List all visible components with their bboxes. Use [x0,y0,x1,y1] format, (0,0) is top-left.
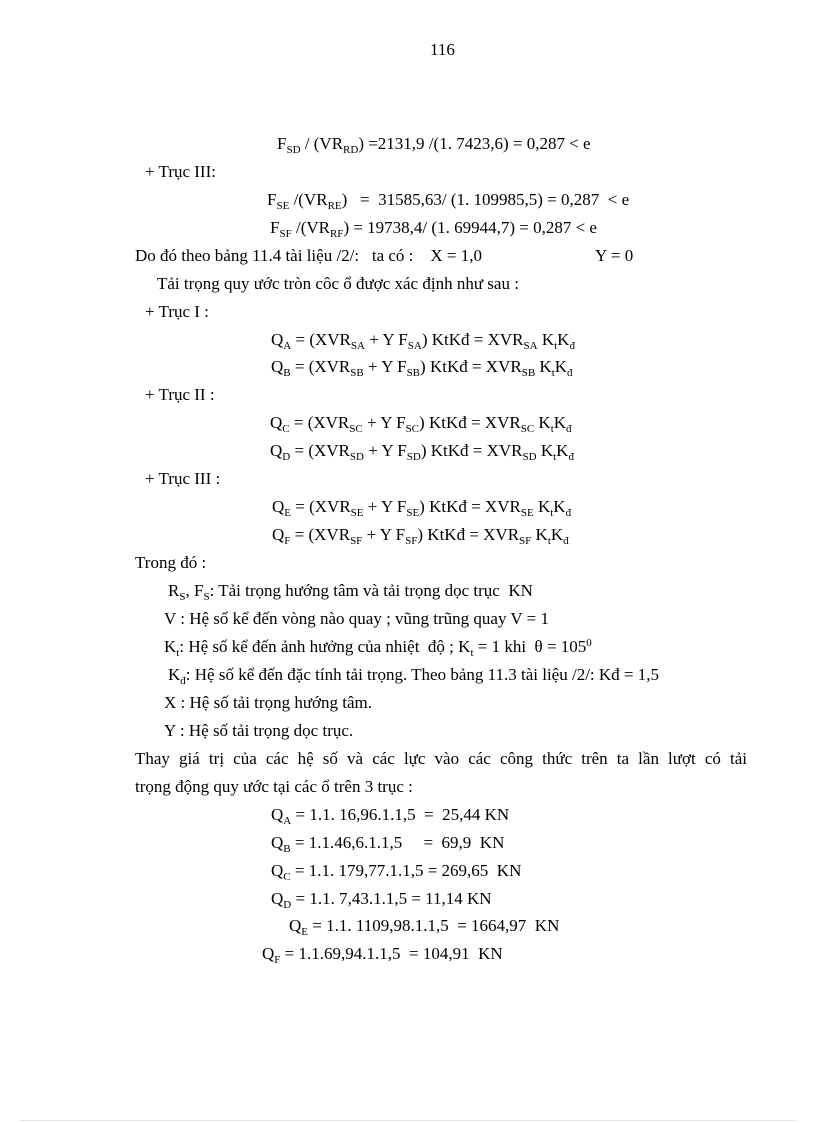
heading-truc-ii: + Trục II : [145,385,215,404]
result-qf: $Q_F = 1.1.69,94.1.1,5 = 104,91$ KN [262,944,503,966]
text-do-do: Do đó theo bảng 11.4 tài liệu /2/: ta có : X = 1,0 [135,246,483,265]
definition-kd: $K_đ$: Hệ số kể đến đặc tính tải trọng. Theo bảng 11.3 tài liệu /2/: Kđ = 1,5 [168,665,660,687]
paragraph-thay-line1: Thay giá trị của các hệ số và các lực vào các công thức trên ta lần lượt có tải [135,749,747,768]
formula-qa: $Q_A = (XVR_{SA} + Y$ $F_{SA}$) KtKđ = $XVR_{SA}$ $K_tK_đ$ [271,330,575,352]
formula-qd: $Q_D = (XVR_{SD} + Y$ $F_{SD}$) KtKđ = $XVR_{SD}$ $K_tK_đ$ [270,441,574,463]
heading-truc-iii-2: + Trục III : [145,469,221,488]
result-qd: $Q_D = 1.1$. 7,43.1.1,5 = 11,14 KN [271,889,492,911]
text-tai-trong: Tải trọng quy ước tròn côc ổ được xác định như sau : [157,274,519,293]
heading-trong-do: Trong đó : [135,553,207,572]
result-qb: $Q_B = 1.1.46,6.1.1,5$ = 69,9 KN [271,833,505,855]
definition-v: V : Hệ số kể đến vòng nào quay ; vũng trũng quay V = 1 [164,609,549,628]
result-qa: $Q_A = 1.1$. 16,96.1.1,5 = 25,44 KN [271,805,510,827]
definition-x: X : Hệ số tải trọng hướng tâm. [164,693,373,712]
formula-fse: $F_{SE}$ $/(VR_{RE}) = 31585,63/$ (1. 109985,5) = 0,287 < e [267,190,630,212]
heading-truc-iii: + Trục III: [145,162,216,181]
definition-y: Y : Hệ số tải trọng dọc trục. [164,721,354,740]
heading-truc-i: + Trục I : [145,302,209,321]
formula-qf: $Q_F = (XVR_{SF} + Y$ $F_{SF}$) KtKđ = $XVR_{SF}$ $K_tK_đ$ [272,525,569,547]
formula-fsf: $F_{SF}$ $/(VR_{RF}) = 19738,4/$ (1. 69944,7) = 0,287 < e [270,218,597,240]
page-number: 116 [430,40,455,59]
page-bottom-rule [20,1120,796,1121]
formula-fsd: $F_{SD} / (VR_{RD}) =2131,9$ /(1. 7423,6) = 0,287 < e [277,134,591,156]
definition-kt: $K_t$: Hệ số kể đến ảnh hưởng của nhiệt độ ; $K_t = 1$ khi $\theta = 105^0$ [164,637,592,659]
formula-qb: $Q_B = (XVR_{SB} + Y$ $F_{SB}$) KtKđ = $XVR_{SB}$ $K_tK_đ$ [271,357,573,379]
definition-rs-fs: $R_S$, $F_S$: Tải trọng hướng tâm và tải trọng dọc trục KN [168,581,533,603]
formula-qe: $Q_E = (XVR_{SE} + Y$ $F_{SE}$) KtKđ = $XVR_{SE}$ $K_tK_đ$ [272,497,572,519]
result-qe: $Q_E = 1.1$. 1109,98.1.1,5 = 1664,97 KN [289,916,560,938]
paragraph-thay-line2: trọng động quy ước tại các ổ trên 3 trục : [135,777,413,796]
formula-qc: $Q_C = (XVR_{SC} + Y$ $F_{SC}$) KtKđ = $XVR_{SC}$ $K_tK_đ$ [270,413,572,435]
text-y-value: Y = 0 [595,246,634,265]
result-qc: $Q_C = 1.1$. 179,77.1.1,5 = 269,65 KN [271,861,522,883]
